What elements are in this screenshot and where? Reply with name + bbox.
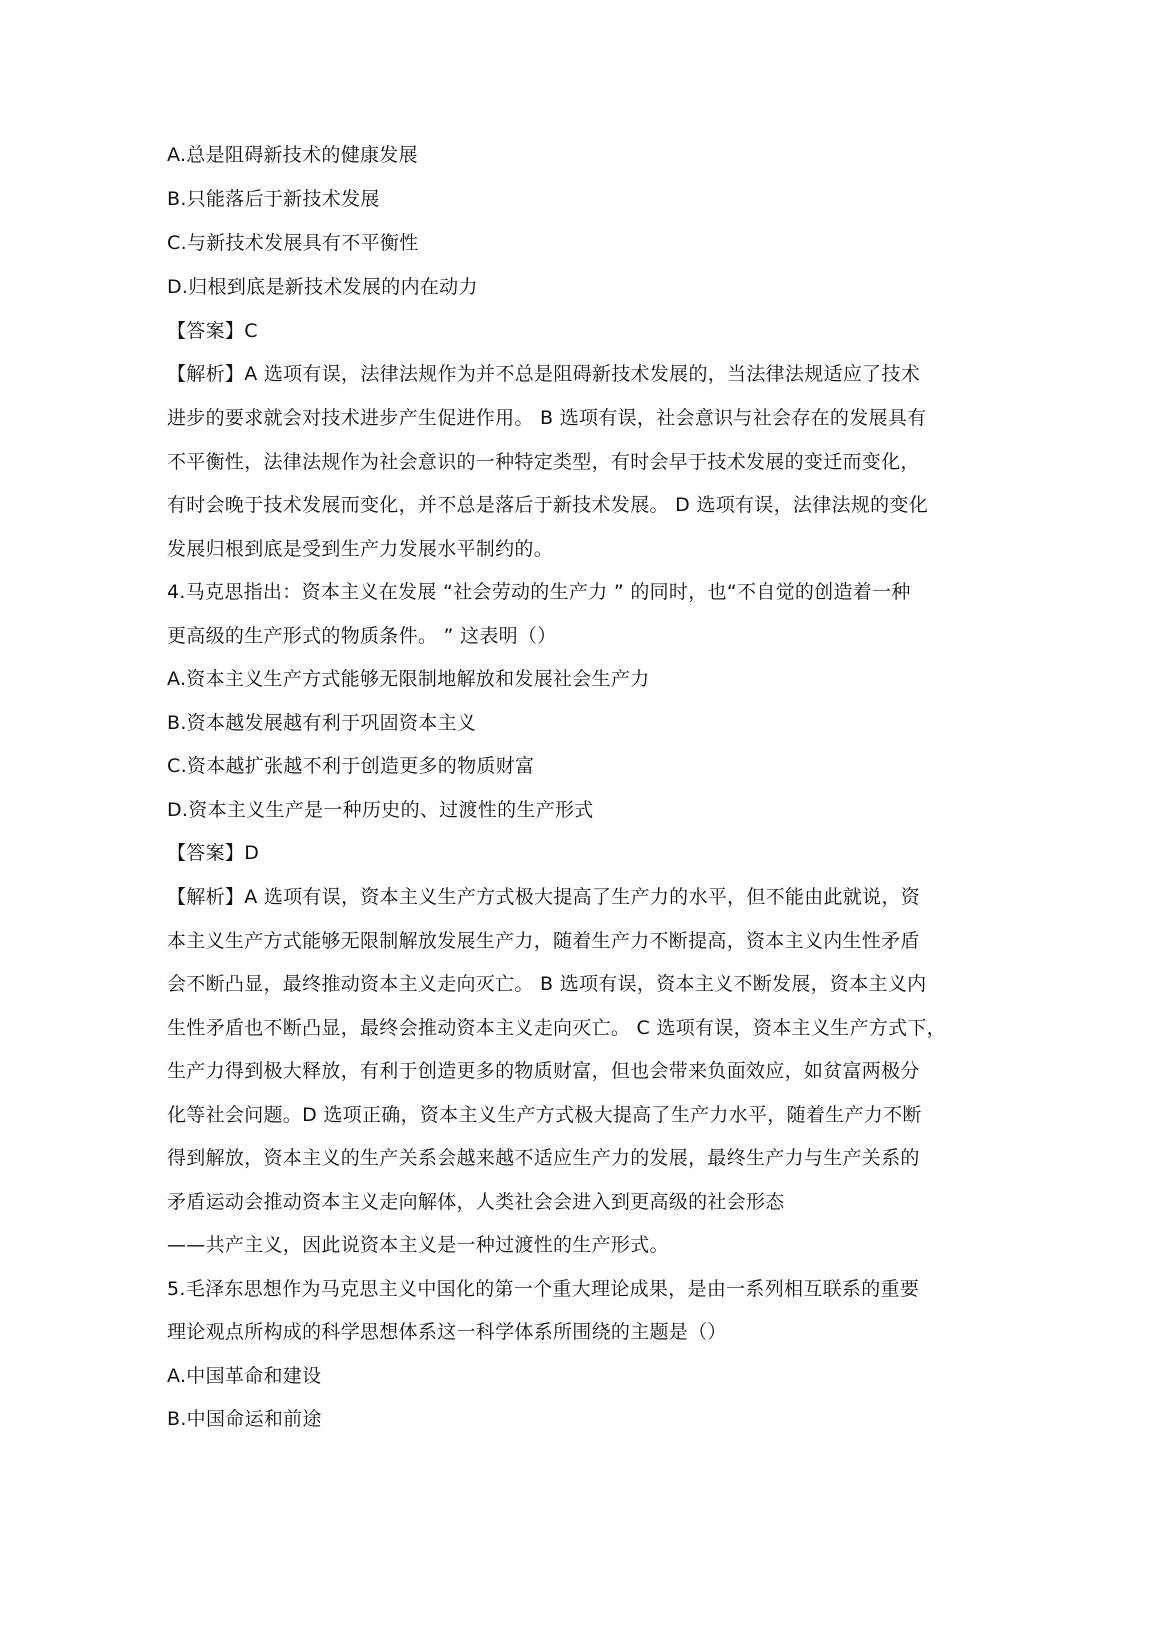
text-line: D.资本主义生产是一种历史的、过渡性的生产形式 (167, 799, 594, 821)
text-line: 本主义生产方式能够无限制解放发展生产力，随着生产力不断提高，资本主义内生性矛盾 (167, 930, 920, 952)
text-line: D.归根到底是新技术发展的内在动力 (167, 276, 478, 298)
text-line: A.总是阻碍新技术的健康发展 (167, 144, 418, 166)
text-line: 生性矛盾也不断凸显，最终会推动资本主义走向灭亡。 C 选项有误，资本主义生产方式下， (167, 1017, 946, 1039)
text-line: 会不断凸显，最终推动资本主义走向灭亡。 B 选项有误，资本主义不断发展，资本主义内 (167, 973, 927, 995)
text-line: 不平衡性，法律法规作为社会意识的一种特定类型，有时会早于技术发展的变迁而变化， (167, 451, 920, 473)
text-line: 进步的要求就会对技术进步产生促进作用。 B 选项有误，社会意识与社会存在的发展具有 (167, 407, 927, 429)
text-line: 得到解放，资本主义的生产关系会越来越不适应生产力的发展，最终生产力与生产关系的 (167, 1147, 920, 1169)
text-line: 矛盾运动会推动资本主义走向解体，人类社会会进入到更高级的社会形态 (167, 1191, 785, 1213)
text-line: 5.毛泽东思想作为马克思主义中国化的第一个重大理论成果，是由一系列相互联系的重要 (167, 1278, 920, 1300)
text-line: 有时会晚于技术发展而变化，并不总是落后于新技术发展。 D 选项有误，法律法规的变化 (167, 494, 929, 516)
text-line: A.资本主义生产方式能够无限制地解放和发展社会生产力 (167, 668, 650, 690)
text-line: 4.马克思指出：资本主义在发展 “社会劳动的生产力 ” 的同时，也“不自觉的创造着一种 (167, 581, 911, 603)
text-line: B.资本越发展越有利于巩固资本主义 (167, 712, 477, 734)
text-line: C.与新技术发展具有不平衡性 (167, 232, 419, 254)
text-line: 化等社会问题。D 选项正确，资本主义生产方式极大提高了生产力水平，随着生产力不断 (167, 1104, 922, 1126)
text-line: B.中国命运和前途 (167, 1408, 322, 1430)
text-line: 理论观点所构成的科学思想体系这一科学体系所围绕的主题是（） (167, 1321, 727, 1343)
text-line: A.中国革命和建设 (167, 1365, 322, 1387)
text-line: 【答案】D (167, 842, 260, 864)
text-line: B.只能落后于新技术发展 (167, 188, 380, 210)
text-line: 更高级的生产形式的物质条件。 ” 这表明（） (167, 625, 557, 647)
text-line: 【解析】A 选项有误，资本主义生产方式极大提高了生产力的水平，但不能由此就说，资 (167, 886, 921, 908)
text-line: 【答案】C (167, 320, 258, 342)
text-line: 发展归根到底是受到生产力发展水平制约的。 (167, 538, 554, 560)
text-line: ——共产主义，因此说资本主义是一种过渡性的生产形式。 (167, 1234, 669, 1256)
text-line: C.资本越扩张越不利于创造更多的物质财富 (167, 755, 535, 777)
text-line: 【解析】A 选项有误，法律法规作为并不总是阻碍新技术发展的，当法律法规适应了技术 (167, 363, 921, 385)
text-line: 生产力得到极大释放，有利于创造更多的物质财富，但也会带来负面效应，如贫富两极分 (167, 1060, 920, 1082)
